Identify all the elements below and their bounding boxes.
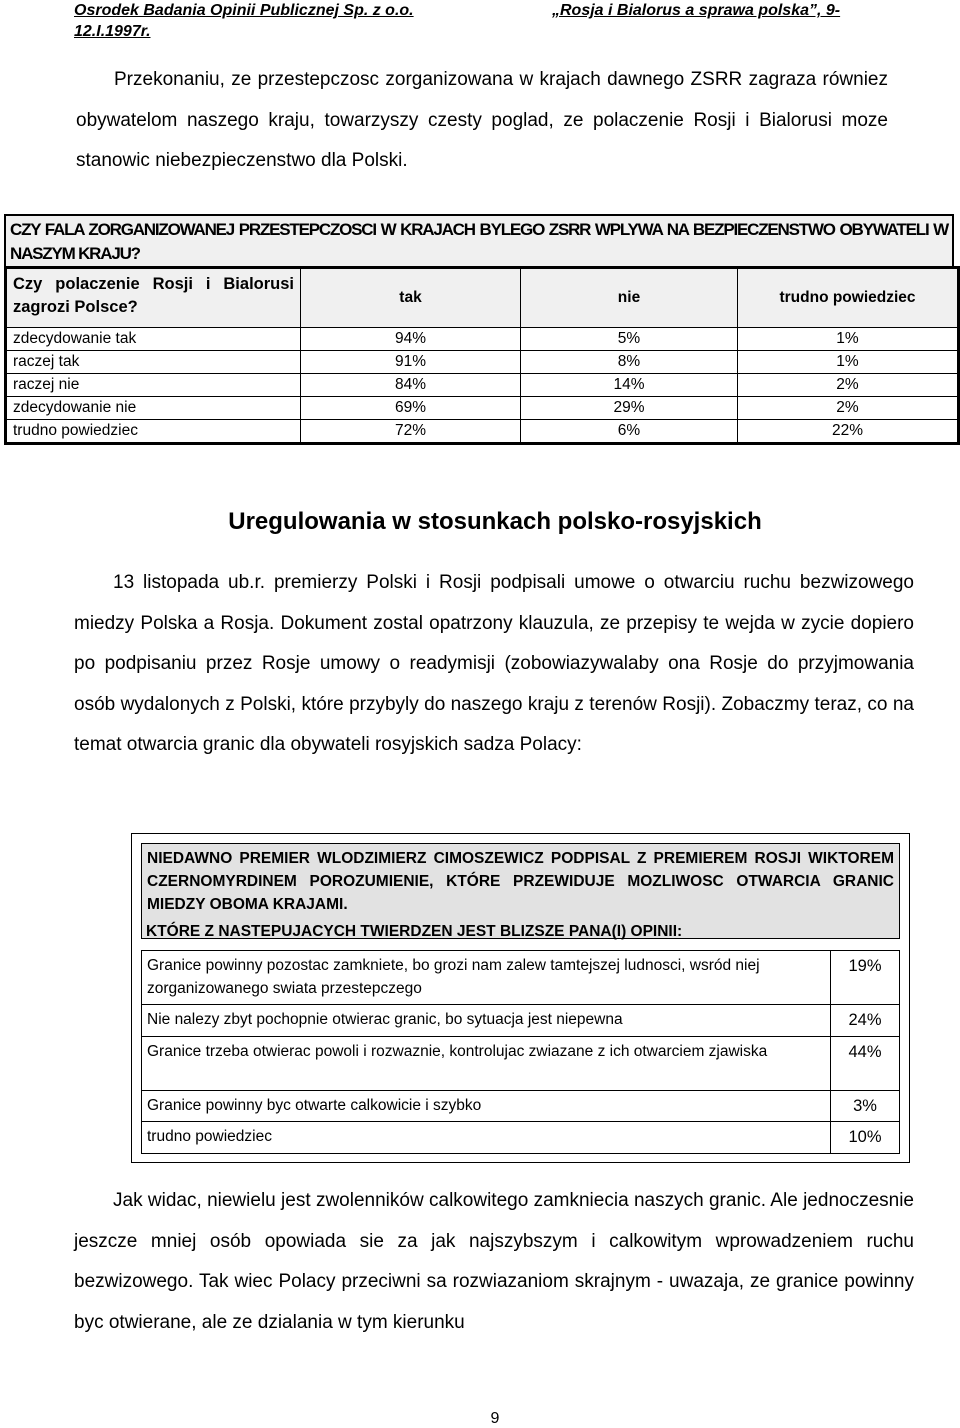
cell-nie: 8% — [521, 351, 738, 374]
page-number: 9 — [490, 1410, 500, 1427]
table1-row — [6, 351, 959, 374]
cell-trudno: 2% — [738, 374, 959, 397]
table1-row — [6, 397, 959, 420]
cell-trudno: 1% — [738, 351, 959, 374]
cell-tak: 69% — [301, 397, 521, 420]
option-text: Granice powinny byc otwarte calkowicie i szybko — [142, 1090, 831, 1122]
section-title: Uregulowania w stosunkach polsko-rosyjskich — [228, 508, 762, 535]
table1 — [4, 266, 960, 445]
option-percent: 24% — [831, 1005, 900, 1037]
cell-nie: 5% — [521, 328, 738, 351]
cell-tak: 72% — [301, 420, 521, 444]
table2-row — [142, 1090, 900, 1122]
cell-nie: 6% — [521, 420, 738, 444]
table1-row — [6, 374, 959, 397]
body-paragraph-3: Jak widac, niewielu jest zwolenników calkowitego zamkniecia naszych granic. Ale jednoczesnie jeszcze mniej osób opowiada sie za jak najszybszym i calkowitym wprowadzeniem ruchu bezwizowego. Tak wiec Polacy przeciwni sa rozwiazaniom skrajnym - uwazaja, ze granice powinny byc otwierane, ale ze dzialania w tym kierunku — [74, 1190, 914, 1333]
cell-nie: 14% — [521, 374, 738, 397]
table2 — [141, 950, 900, 1154]
header-institution: Osrodek Badania Opinii Publicznej Sp. z o.o. — [74, 2, 414, 19]
option-text: trudno powiedziec — [142, 1122, 831, 1154]
option-percent: 10% — [831, 1122, 900, 1154]
row-label: trudno powiedziec — [6, 420, 301, 444]
cell-nie: 29% — [521, 397, 738, 420]
row-label: raczej nie — [6, 374, 301, 397]
table2-row — [142, 1122, 900, 1154]
row-label: raczej tak — [6, 351, 301, 374]
table1-col-nie: nie — [521, 268, 738, 328]
table2-row — [142, 1036, 900, 1090]
table2-instruction: KTÓRE Z NASTEPUJACYCH TWIERDZEN JEST BLIZSZE PANA(I) OPINII: — [146, 923, 683, 940]
cell-trudno: 2% — [738, 397, 959, 420]
row-label: zdecydowanie tak — [6, 328, 301, 351]
cell-tak: 91% — [301, 351, 521, 374]
option-text: Granice trzeba otwierac powoli i rozwaznie, kontrolujac zwiazane z ich otwarciem zjawiska — [142, 1036, 831, 1090]
table1-col-tak: tak — [301, 268, 521, 328]
table1-question: Czy polaczenie Rosji i Bialorusi zagrozi Polsce? — [6, 268, 301, 328]
body-paragraph-2: 13 listopada ub.r. premierzy Polski i Rosji podpisali umowe o otwarciu ruchu bezwizowego miedzy Polska a Rosja. Dokument zostal opatrzony klauzula, ze przepisy te wejda w zycie dopiero po podpisaniu przez Rosje umowy o readymisji (zobowiazywalaby ona Rosje do przyjmowania osób wydalonych z Polski, które przybyly do naszego kraju z terenów Rosji). Zobaczmy teraz, co na temat otwarcia granic dla obywateli rosyjskich sadza Polacy: — [74, 572, 914, 755]
header-report-title: „Rosja i Bialorus a sprawa polska”, 9- — [552, 2, 841, 19]
cell-tak: 84% — [301, 374, 521, 397]
option-percent: 44% — [831, 1036, 900, 1090]
table2-header: NIEDAWNO PREMIER WLODZIMIERZ CIMOSZEWICZ PODPISAL Z PREMIEREM ROSJI WIKTOREM CZERNOMYRDINEM POROZUMIENIE, KTÓRE PRZEWIDUJE MOZLIWOSC OTWARCIA GRANIC MIEDZY OBOMA KRAJAMI. — [141, 843, 900, 939]
option-percent: 3% — [831, 1090, 900, 1122]
table1-col-trudno: trudno powiedziec — [738, 268, 959, 328]
header-date: 12.I.1997r. — [74, 23, 151, 40]
table1-header-row — [6, 268, 959, 328]
cell-trudno: 22% — [738, 420, 959, 444]
option-text: Nie nalezy zbyt pochopnie otwierac granic, bo sytuacja jest niepewna — [142, 1005, 831, 1037]
cell-tak: 94% — [301, 328, 521, 351]
row-label: zdecydowanie nie — [6, 397, 301, 420]
cell-trudno: 1% — [738, 328, 959, 351]
table1-title: CZY FALA ZORGANIZOWANEJ PRZESTEPCZOSCI W KRAJACH BYLEGO ZSRR WPLYWA NA BEZPIECZENSTWO OBYWATELI W NASZYM KRAJU? — [4, 214, 954, 266]
table2-row — [142, 1005, 900, 1037]
table1-row — [6, 420, 959, 444]
option-text: Granice powinny pozostac zamkniete, bo grozi nam zalew tamtejszej ludnosci, wsród niej zorganizowanego swiata przestepczego — [142, 951, 831, 1005]
intro-paragraph: Przekonaniu, ze przestepczosc zorganizowana w krajach dawnego ZSRR zagraza równiez obywatelom naszego kraju, towarzyszy czesty poglad, ze polaczenie Rosji i Bialorusi moze stanowic niebezpieczenstwo dla Polski. — [76, 69, 888, 171]
option-percent: 19% — [831, 951, 900, 1005]
table1-row — [6, 328, 959, 351]
table2-row — [142, 951, 900, 1005]
